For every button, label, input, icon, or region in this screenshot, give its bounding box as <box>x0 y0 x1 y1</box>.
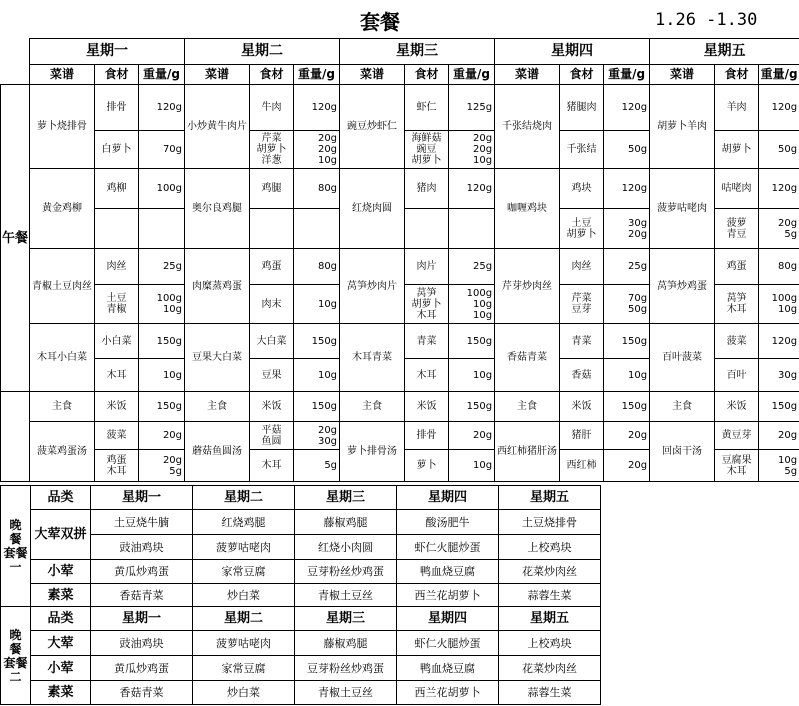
weight-column-header: 重量/g <box>759 65 799 85</box>
dinner-set-label: 晚 餐 套餐 二 <box>1 607 31 705</box>
ingredient-name: 香菇 <box>560 359 604 392</box>
ingredient-weight: 120g <box>604 169 650 209</box>
dinner-dish: 土豆烧牛腩 <box>91 510 193 535</box>
ingredient-weight: 120g <box>759 324 799 359</box>
dish-name: 木耳青菜 <box>340 324 405 392</box>
dinner-category: 大荤双拼 <box>31 510 91 560</box>
dinner-dish: 上校鸡块 <box>499 535 601 560</box>
soup-weight: 20g 5g <box>139 450 185 482</box>
dish-name: 百叶菠菜 <box>650 324 715 392</box>
dinner-dish: 上校鸡块 <box>499 631 601 656</box>
dish-name: 咖喱鸡块 <box>495 169 560 249</box>
day-header: 星期一 <box>30 39 185 65</box>
ingredient-name: 鸡蛋 <box>715 249 759 285</box>
day-header: 星期五 <box>499 486 601 510</box>
lunch-section-spacer <box>1 392 30 482</box>
ingredient-weight: 70g 50g <box>604 285 650 324</box>
soup-ingredient: 萝卜 <box>405 450 449 482</box>
lunch-course-row <box>1 169 799 209</box>
ingredient-name: 小白菜 <box>95 324 139 359</box>
ingredient-weight: 120g <box>759 169 799 209</box>
ingredient-weight <box>449 209 495 249</box>
dinner-dish: 藤椒鸡腿 <box>295 510 397 535</box>
ingredient-weight: 70g <box>139 131 185 169</box>
soup-weight: 20g <box>449 422 495 450</box>
ingredient-name: 猪肉 <box>405 169 449 209</box>
dinner-category: 小荤 <box>31 560 91 584</box>
ingredient-weight: 20g 20g 10g <box>449 131 495 169</box>
dinner-dish: 家常豆腐 <box>193 560 295 584</box>
ingredient-column-header: 食材 <box>405 65 449 85</box>
day-header: 星期四 <box>397 607 499 631</box>
ingredient-name: 肉丝 <box>95 249 139 285</box>
dish-column-header: 菜谱 <box>495 65 560 85</box>
staple-weight: 150g <box>604 392 650 422</box>
ingredient-weight: 150g <box>294 324 340 359</box>
ingredient-weight: 120g <box>139 85 185 131</box>
lunch-section-label: 午餐 <box>1 85 30 392</box>
dinner-dish: 红烧小肉圆 <box>295 535 397 560</box>
ingredient-name <box>250 209 294 249</box>
ingredient-name: 牛肉 <box>250 85 294 131</box>
dinner-dish: 青椒土豆丝 <box>295 584 397 607</box>
day-header: 星期三 <box>295 486 397 510</box>
dinner-row <box>1 656 601 681</box>
dinner-header-row <box>1 486 601 510</box>
dinner-row <box>1 510 601 535</box>
ingredient-weight: 150g <box>139 324 185 359</box>
dish-name: 豌豆炒虾仁 <box>340 85 405 169</box>
soup-ingredient: 鸡蛋 木耳 <box>95 450 139 482</box>
dish-name: 香菇青菜 <box>495 324 560 392</box>
dinner-row <box>1 535 601 560</box>
ingredient-weight: 50g <box>604 131 650 169</box>
ingredient-weight: 20g 20g 10g <box>294 131 340 169</box>
dinner-dish: 花菜炒肉丝 <box>499 560 601 584</box>
ingredient-weight: 25g <box>604 249 650 285</box>
weight-column-header: 重量/g <box>449 65 495 85</box>
ingredient-weight: 120g <box>604 85 650 131</box>
ingredient-name: 鸡腿 <box>250 169 294 209</box>
dinner-set-label: 晚 餐 套餐 一 <box>1 486 31 607</box>
soup-weight: 10g 5g <box>759 450 799 482</box>
dinner-dish: 炒白菜 <box>193 584 295 607</box>
dinner-dish: 蒜蓉生菜 <box>499 584 601 607</box>
soup-weight: 5g <box>294 450 340 482</box>
soup-ingredient: 菠菜 <box>95 422 139 450</box>
day-header: 星期二 <box>185 39 340 65</box>
ingredient-weight <box>294 209 340 249</box>
day-header: 星期四 <box>397 486 499 510</box>
ingredient-weight: 20g 5g <box>759 209 799 249</box>
soup-weight: 20g <box>604 450 650 482</box>
dish-column-header: 菜谱 <box>650 65 715 85</box>
ingredient-name: 猪腿肉 <box>560 85 604 131</box>
lunch-soup-row <box>1 422 799 450</box>
ingredient-name: 豆果 <box>250 359 294 392</box>
ingredient-weight <box>139 209 185 249</box>
soup-ingredient: 豆腐果 木耳 <box>715 450 759 482</box>
soup-weight: 20g <box>139 422 185 450</box>
soup-ingredient: 排骨 <box>405 422 449 450</box>
dish-name: 奥尔良鸡腿 <box>185 169 250 249</box>
ingredient-column-header: 食材 <box>250 65 294 85</box>
ingredient-weight: 125g <box>449 85 495 131</box>
dish-column-header: 菜谱 <box>340 65 405 85</box>
ingredient-name: 百叶 <box>715 359 759 392</box>
staple-ingredient: 米饭 <box>95 392 139 422</box>
dinner-dish: 花菜炒肉丝 <box>499 656 601 681</box>
ingredient-weight: 80g <box>294 169 340 209</box>
dish-name: 小炒黄牛肉片 <box>185 85 250 169</box>
dinner-dish: 虾仁火腿炒蛋 <box>397 631 499 656</box>
soup-dish: 菠菜鸡蛋汤 <box>30 422 95 482</box>
ingredient-weight: 100g 10g <box>139 285 185 324</box>
dish-name: 萝卜烧排骨 <box>30 85 95 169</box>
dish-name: 豆果大白菜 <box>185 324 250 392</box>
dinner-dish: 青椒土豆丝 <box>295 681 397 705</box>
dish-name: 青椒土豆肉丝 <box>30 249 95 324</box>
soup-dish: 西红柿猪肝汤 <box>495 422 560 482</box>
dinner-category: 小荤 <box>31 656 91 681</box>
ingredient-name: 土豆 青椒 <box>95 285 139 324</box>
dinner-dish: 豉油鸡块 <box>91 631 193 656</box>
weight-column-header: 重量/g <box>294 65 340 85</box>
staple-weight: 150g <box>139 392 185 422</box>
ingredient-name: 菠菜 <box>715 324 759 359</box>
dinner-dish: 西兰花胡萝卜 <box>397 681 499 705</box>
dish-name: 莴笋炒鸡蛋 <box>650 249 715 324</box>
dinner-row <box>1 631 601 656</box>
ingredient-name: 芹菜 豆芽 <box>560 285 604 324</box>
dinner-category: 素菜 <box>31 584 91 607</box>
weight-column-header: 重量/g <box>604 65 650 85</box>
ingredient-weight: 10g <box>449 359 495 392</box>
dish-column-header: 菜谱 <box>30 65 95 85</box>
ingredient-weight: 10g <box>294 285 340 324</box>
ingredient-name: 莴笋 木耳 <box>715 285 759 324</box>
ingredient-name: 虾仁 <box>405 85 449 131</box>
dinner-dish: 蒜蓉生菜 <box>499 681 601 705</box>
dinner-row <box>1 560 601 584</box>
ingredient-weight: 150g <box>604 324 650 359</box>
dish-name: 红烧肉圆 <box>340 169 405 249</box>
ingredient-name: 鸡块 <box>560 169 604 209</box>
day-header: 星期三 <box>295 607 397 631</box>
soup-ingredient: 黄豆芽 <box>715 422 759 450</box>
dinner-menu-table <box>0 485 601 705</box>
soup-dish: 蘑菇鱼圆汤 <box>185 422 250 482</box>
staple-ingredient: 米饭 <box>560 392 604 422</box>
staple-weight: 150g <box>294 392 340 422</box>
ingredient-name: 鸡柳 <box>95 169 139 209</box>
ingredient-weight: 100g <box>139 169 185 209</box>
ingredient-weight: 25g <box>449 249 495 285</box>
dish-name: 菠萝咕咾肉 <box>650 169 715 249</box>
dinner-dish: 黄瓜炒鸡蛋 <box>91 560 193 584</box>
dinner-row <box>1 584 601 607</box>
ingredient-weight: 150g <box>449 324 495 359</box>
staple-dish: 主食 <box>340 392 405 422</box>
soup-weight: 10g <box>449 450 495 482</box>
ingredient-weight: 30g 20g <box>604 209 650 249</box>
soup-weight: 20g 30g <box>294 422 340 450</box>
dinner-dish: 菠萝咕咾肉 <box>193 631 295 656</box>
ingredient-weight: 25g <box>139 249 185 285</box>
ingredient-weight: 50g <box>759 131 799 169</box>
ingredient-weight: 80g <box>759 249 799 285</box>
ingredient-name: 咕咾肉 <box>715 169 759 209</box>
dinner-dish: 菠萝咕咾肉 <box>193 535 295 560</box>
lunch-course-row <box>1 249 799 285</box>
lunch-day-header-row <box>1 39 799 65</box>
soup-ingredient: 猪肝 <box>560 422 604 450</box>
ingredient-name: 木耳 <box>405 359 449 392</box>
corner-cell <box>1 65 30 85</box>
dinner-dish: 豆芽粉丝炒鸡蛋 <box>295 656 397 681</box>
ingredient-name: 大白菜 <box>250 324 294 359</box>
corner-cell <box>1 39 30 65</box>
lunch-column-header-row <box>1 65 799 85</box>
day-header: 星期一 <box>91 607 193 631</box>
staple-dish: 主食 <box>495 392 560 422</box>
dish-name: 莴笋炒肉片 <box>340 249 405 324</box>
ingredient-weight: 120g <box>294 85 340 131</box>
staple-ingredient: 米饭 <box>405 392 449 422</box>
dish-name: 肉糜蒸鸡蛋 <box>185 249 250 324</box>
ingredient-weight: 30g <box>759 359 799 392</box>
ingredient-name: 肉片 <box>405 249 449 285</box>
ingredient-weight: 100g 10g <box>759 285 799 324</box>
lunch-menu-table <box>0 38 799 482</box>
category-header: 品类 <box>31 486 91 510</box>
dinner-dish: 鸭血烧豆腐 <box>397 560 499 584</box>
ingredient-weight: 10g <box>294 359 340 392</box>
soup-dish: 萝卜排骨汤 <box>340 422 405 482</box>
ingredient-name: 芹菜 胡萝卜 洋葱 <box>250 131 294 169</box>
soup-weight: 20g <box>604 422 650 450</box>
day-header: 星期三 <box>340 39 495 65</box>
day-header: 星期二 <box>193 607 295 631</box>
ingredient-weight: 100g 10g 10g <box>449 285 495 324</box>
weight-column-header: 重量/g <box>139 65 185 85</box>
dinner-dish: 藤椒鸡腿 <box>295 631 397 656</box>
staple-dish: 主食 <box>185 392 250 422</box>
ingredient-name: 青菜 <box>405 324 449 359</box>
dish-name: 千张结烧肉 <box>495 85 560 169</box>
day-header: 星期四 <box>495 39 650 65</box>
dinner-dish: 香菇青菜 <box>91 584 193 607</box>
staple-weight: 150g <box>759 392 799 422</box>
ingredient-weight: 80g <box>294 249 340 285</box>
ingredient-name: 肉丝 <box>560 249 604 285</box>
category-header: 品类 <box>31 607 91 631</box>
page-title: 套餐 <box>360 10 400 34</box>
ingredient-name <box>405 209 449 249</box>
dinner-category: 素菜 <box>31 681 91 705</box>
soup-ingredient: 西红柿 <box>560 450 604 482</box>
ingredient-name: 莴笋 胡萝卜 木耳 <box>405 285 449 324</box>
ingredient-column-header: 食材 <box>715 65 759 85</box>
dish-name: 芹芽炒肉丝 <box>495 249 560 324</box>
staple-dish: 主食 <box>30 392 95 422</box>
dinner-header-row <box>1 607 601 631</box>
ingredient-weight: 120g <box>759 85 799 131</box>
dinner-dish: 西兰花胡萝卜 <box>397 584 499 607</box>
staple-dish: 主食 <box>650 392 715 422</box>
dish-name: 黄金鸡柳 <box>30 169 95 249</box>
ingredient-column-header: 食材 <box>95 65 139 85</box>
lunch-course-row <box>1 324 799 359</box>
ingredient-name: 木耳 <box>95 359 139 392</box>
ingredient-name <box>95 209 139 249</box>
ingredient-weight: 120g <box>449 169 495 209</box>
dinner-category: 大荤 <box>31 631 91 656</box>
ingredient-weight: 10g <box>604 359 650 392</box>
soup-dish: 回卤干汤 <box>650 422 715 482</box>
dish-column-header: 菜谱 <box>185 65 250 85</box>
staple-weight: 150g <box>449 392 495 422</box>
lunch-course-row <box>1 85 799 131</box>
dish-name: 胡萝卜羊肉 <box>650 85 715 169</box>
ingredient-name: 土豆 胡萝卜 <box>560 209 604 249</box>
dinner-dish: 炒白菜 <box>193 681 295 705</box>
lunch-staple-row <box>1 392 799 422</box>
ingredient-name: 肉末 <box>250 285 294 324</box>
ingredient-name: 排骨 <box>95 85 139 131</box>
soup-weight: 20g <box>759 422 799 450</box>
ingredient-name: 青菜 <box>560 324 604 359</box>
ingredient-column-header: 食材 <box>560 65 604 85</box>
staple-ingredient: 米饭 <box>715 392 759 422</box>
dinner-dish: 虾仁火腿炒蛋 <box>397 535 499 560</box>
dinner-dish: 酸汤肥牛 <box>397 510 499 535</box>
ingredient-name: 胡萝卜 <box>715 131 759 169</box>
dinner-row <box>1 681 601 705</box>
day-header: 星期二 <box>193 486 295 510</box>
ingredient-name: 千张结 <box>560 131 604 169</box>
dinner-dish: 香菇青菜 <box>91 681 193 705</box>
dinner-dish: 黄瓜炒鸡蛋 <box>91 656 193 681</box>
dinner-dish: 家常豆腐 <box>193 656 295 681</box>
day-header: 星期一 <box>91 486 193 510</box>
day-header: 星期五 <box>499 607 601 631</box>
dish-name: 木耳小白菜 <box>30 324 95 392</box>
dinner-dish: 土豆烧排骨 <box>499 510 601 535</box>
ingredient-name: 菠萝 青豆 <box>715 209 759 249</box>
dinner-dish: 鸭血烧豆腐 <box>397 656 499 681</box>
day-header: 星期五 <box>650 39 799 65</box>
soup-ingredient: 平菇 鱼圆 <box>250 422 294 450</box>
dinner-dish: 红烧鸡腿 <box>193 510 295 535</box>
dinner-dish: 豆芽粉丝炒鸡蛋 <box>295 560 397 584</box>
ingredient-weight: 10g <box>139 359 185 392</box>
ingredient-name: 鸡蛋 <box>250 249 294 285</box>
date-range: 1.26 -1.30 <box>655 10 758 30</box>
soup-ingredient: 木耳 <box>250 450 294 482</box>
ingredient-name: 海鲜菇 豌豆 胡萝卜 <box>405 131 449 169</box>
ingredient-name: 白萝卜 <box>95 131 139 169</box>
dinner-dish: 豉油鸡块 <box>91 535 193 560</box>
staple-ingredient: 米饭 <box>250 392 294 422</box>
ingredient-name: 羊肉 <box>715 85 759 131</box>
